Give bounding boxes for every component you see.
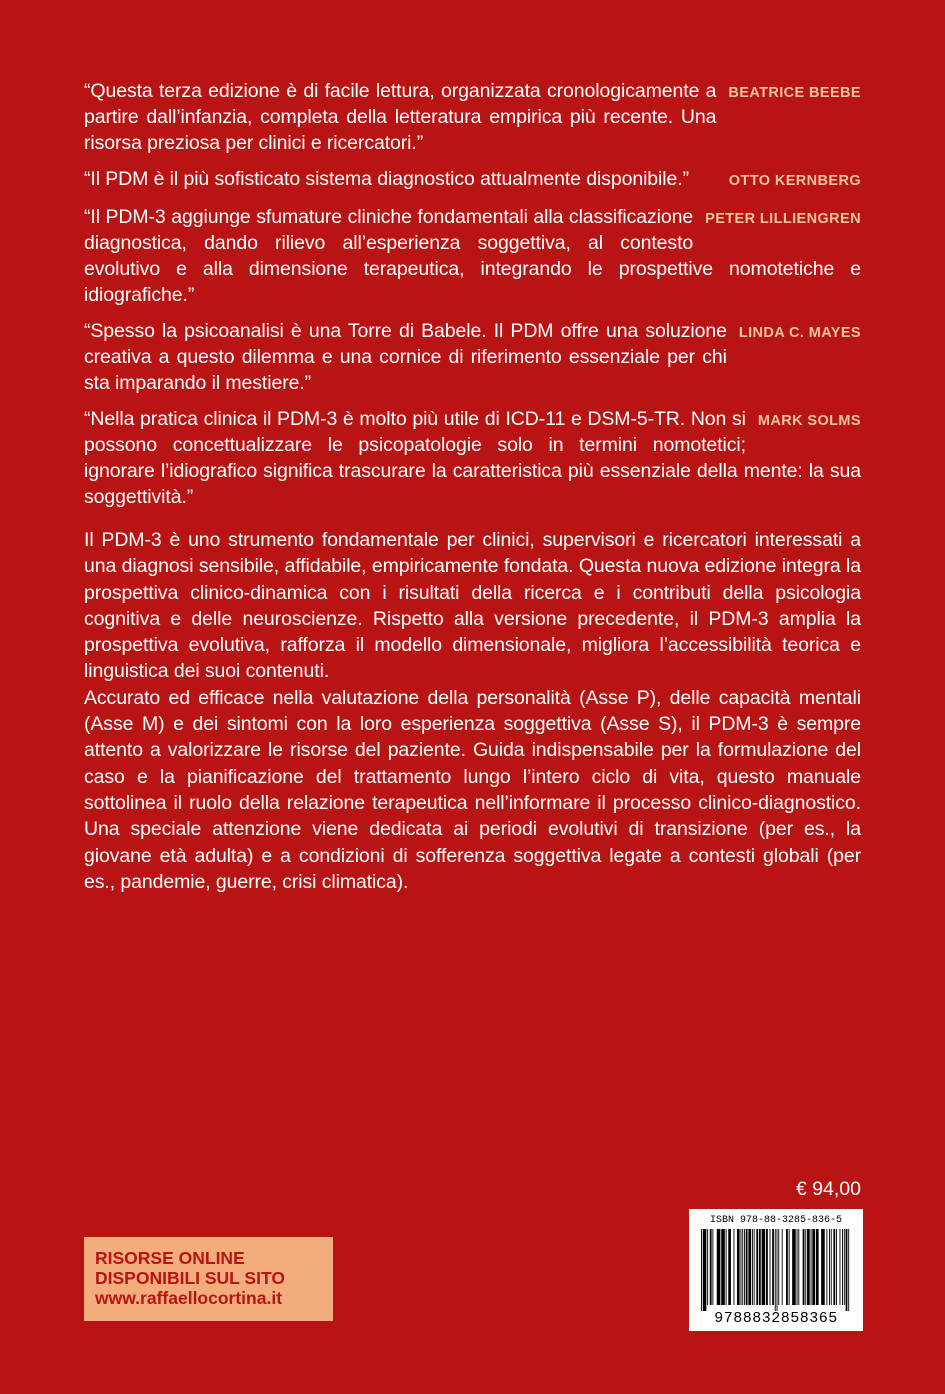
barcode-bar [782,1229,783,1305]
promo-line: RISORSE ONLINE [95,1248,245,1268]
barcode-bar [707,1229,708,1305]
barcode-bar [777,1229,778,1311]
ean-digits: 9788832858365 [714,1310,838,1327]
quote-text: “Il PDM-3 aggiunge sfumature cliniche fondamentali alla classificazione diagnostica, dando rilievo all’esperienza soggettiva, al contesto evolutivo e alla dimensione terapeutica, integrando le prospettive nomotetiche e idiografiche.” [84,206,861,306]
barcode-bar [848,1229,849,1311]
barcode-bar [717,1229,721,1305]
barcode-bar [798,1229,799,1305]
barcode-bar [744,1229,745,1305]
barcode-bar [846,1229,848,1311]
barcode-bar [816,1229,819,1305]
barcode-bar [812,1229,815,1305]
quote-kernberg [84,166,861,194]
barcode-bar [746,1229,748,1305]
barcode-bar [842,1229,843,1305]
barcode-bar [734,1229,735,1305]
online-resources-box [84,1237,333,1321]
barcode-bar [728,1229,731,1305]
endorsement-quotes [84,78,861,520]
barcode-bar [766,1229,768,1305]
barcode-bar [712,1229,713,1305]
barcode-bar [786,1229,788,1305]
barcode-bar [807,1229,810,1305]
price-label: € 94,00 [795,1178,861,1200]
isbn-barcode [689,1209,863,1331]
barcode-bar [752,1229,753,1305]
barcode-bar [836,1229,837,1305]
barcode-bar [741,1229,742,1305]
quote-beebe [84,78,861,156]
quote-text: “Nella pratica clinica il PDM-3 è molto più utile di ICD-11 e DSM-5-TR. Non si possono concettualizzare le psicopatologie solo in termini nomotetici; ignorare l’idiografico significa trascurare la caratteristica più essenziale della mente: la sua soggettività.” [84,408,861,508]
barcode-bar [840,1229,841,1305]
barcode-bar [831,1229,832,1305]
barcode-bar [803,1229,805,1305]
quote-text: “Il PDM è il più sofisticato sistema diagnostico attualmente disponibile.” [84,168,689,190]
quote-author: LINDA C. MAYES [738,325,861,341]
barcode-bar [826,1229,827,1305]
barcode-bar [701,1229,702,1311]
barcode-bar [792,1229,796,1305]
barcode-bar [833,1229,835,1305]
barcode-bar [844,1229,845,1305]
barcode-bar [703,1229,707,1311]
description-paragraph: Accurato ed efficace nella valutazione della personalità (Asse P), delle capacità mentali (Asse M) e dei sintomi con la loro esperienza soggettiva (Asse S), il PDM-3 è sempre attento a valorizzare le risorse del paziente. Guida indispensabile per la formulazione del caso e la pianificazione del trattamento lungo l’intero ciclo di vita, questo manuale sottolinea il ruolo della relazione terapeutica nell’informare il processo clinico-diagnostico. Una speciale attenzione viene dedicata ai periodi evolutivi di transizione (per es., la giovane età adulta) e a condizioni di sofferenza soggettiva legate a contesti globali (per es., pandemie, guerre, crisi climatica). [84,686,861,893]
barcode-bar [721,1229,725,1305]
barcode-bar [789,1229,790,1305]
quote-text: “Spesso la psicoanalisi è una Torre di Babele. Il PDM offre una soluzione creativa a questo dilemma e una cornice di riferimento essenziale per chi sta imparando il mestiere.” [84,320,727,394]
quote-author: PETER LILLIENGREN [705,211,861,227]
quote-mayes [84,318,861,396]
barcode-bar [821,1229,825,1305]
book-description [84,527,861,895]
barcode-bar [805,1229,806,1305]
barcode-bar [797,1229,798,1305]
barcode-bar [754,1229,755,1305]
barcode-bar [742,1229,743,1305]
isbn-label: ISBN 978-88-3285-836-5 [709,1215,843,1226]
barcode-bar [756,1229,758,1305]
description-paragraph: Il PDM-3 è uno strumento fondamentale per clinici, supervisori e ricercatori interessati a una diagnosi sensibile, affidabile, empiricamente fondata. Questa nuova edizione integra la prospettiva clinico-dinamica con i risultati della ricerca e i contributi della psicologia cognitiva e delle neuroscienze. Rispetto alla versione precedente, il PDM-3 amplia la prospettiva evolutiva, rafforza il modello dimensionale, migliora l’accessibilità teorica e linguistica dei suoi contenuti. [84,529,861,683]
quote-author: OTTO KERNBERG [728,173,861,189]
barcode-bar [770,1229,771,1305]
barcode-bar [811,1229,812,1305]
barcode-bar [710,1229,712,1305]
quote-author: BEATRICE BEEBE [728,85,861,101]
quote-solms [84,406,861,510]
barcode-bar [737,1229,740,1305]
barcode-bar [726,1229,727,1305]
quote-lilliengren [84,204,861,308]
barcode-bar [748,1229,751,1305]
barcode-bar [772,1229,774,1305]
barcode-bars [699,1229,853,1311]
barcode-bar [829,1229,830,1305]
publisher-website-link[interactable]: www.raffaellocortina.it [95,1288,283,1308]
barcode-bar [759,1229,761,1305]
promo-line: DISPONIBILI SUL SITO [95,1268,285,1288]
barcode-bar [778,1229,779,1305]
barcode-bar [775,1229,776,1311]
barcode-bar [762,1229,766,1305]
quote-author: MARK SOLMS [757,413,861,429]
quote-text: “Questa terza edizione è di facile lettura, organizzata cronologicamente a partire dall’infanzia, completa della letteratura empirica più recente. Una risorsa preziosa per clinici e ricercatori.” [84,80,717,154]
